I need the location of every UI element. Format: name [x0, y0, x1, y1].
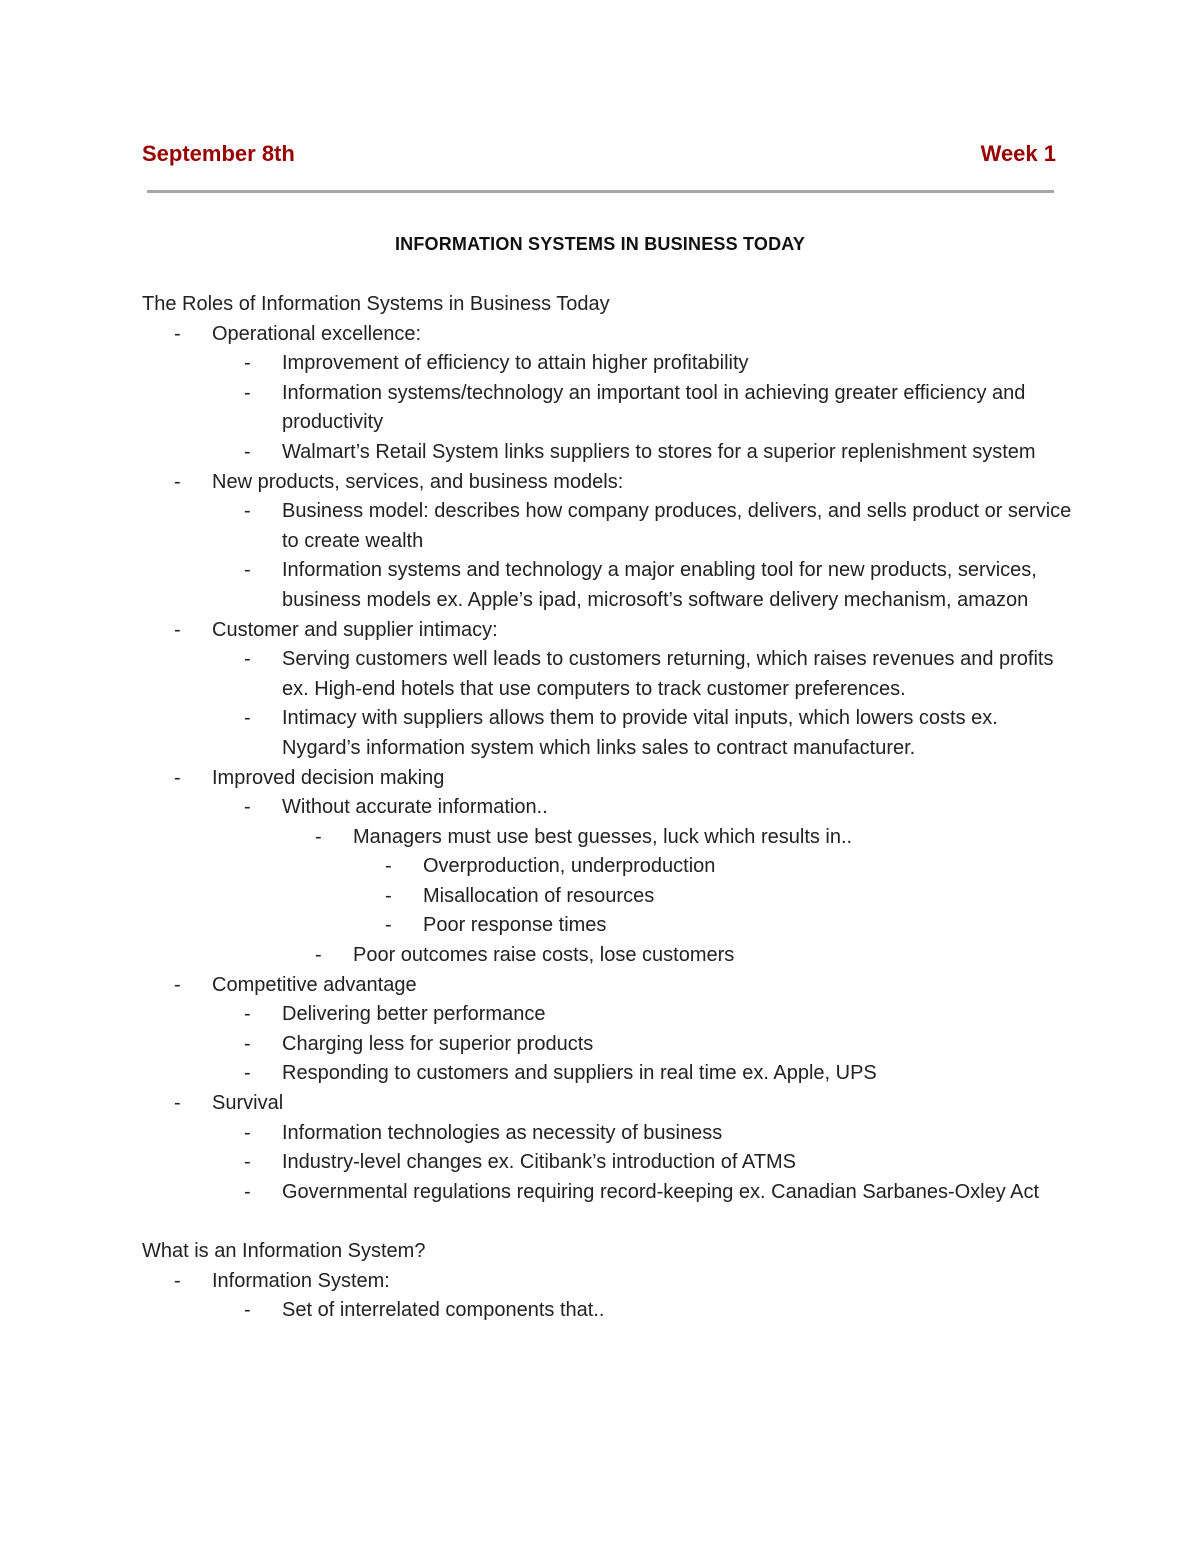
- sub-list: [142, 1296, 1072, 1326]
- section-heading-roles: The Roles of Information Systems in Business Today: [142, 293, 610, 315]
- list-item-text: Poor response times: [423, 914, 607, 937]
- document-title: INFORMATION SYSTEMS IN BUSINESS TODAY: [394, 234, 806, 254]
- list-item: [142, 911, 1072, 941]
- list-item-text: Survival: [212, 1092, 284, 1115]
- bullet-dash: -: [244, 1003, 251, 1026]
- paragraph-spacer: [142, 1207, 1072, 1237]
- page-header: [142, 141, 1056, 173]
- bullet-dash: -: [385, 884, 392, 907]
- sub-list: [142, 1119, 1072, 1208]
- bullet-dash: -: [244, 1032, 251, 1055]
- sub-list: [142, 1000, 1072, 1089]
- list-item: [142, 1178, 1072, 1208]
- list-item-text: Information System:: [212, 1269, 390, 1292]
- list-item: [142, 823, 1072, 853]
- bullet-dash: -: [244, 648, 251, 671]
- list-item-text: Improved decision making: [212, 766, 445, 789]
- list-item: [142, 497, 1072, 556]
- list-item: [142, 320, 1072, 350]
- list-item-text: Delivering better performance: [282, 1003, 546, 1026]
- list-item-text: Misallocation of resources: [423, 884, 655, 907]
- bullet-dash: -: [244, 1121, 251, 1144]
- bullet-dash: -: [244, 559, 251, 582]
- bullet-dash: -: [385, 914, 392, 937]
- bullet-dash: -: [244, 796, 251, 819]
- sub-sub-list: [142, 823, 1072, 853]
- sub-list: [142, 497, 1072, 615]
- list-item-text: Charging less for superior products: [282, 1032, 594, 1055]
- bullet-dash: -: [174, 1092, 181, 1115]
- list-item: [142, 1030, 1072, 1060]
- list-item: [142, 645, 1072, 704]
- list-item-text: Managers must use best guesses, luck which results in..: [353, 825, 853, 848]
- header-date: September 8th: [142, 141, 295, 166]
- list-item-text: Business model: describes how company produces, delivers, and sells product or service to create wealth: [282, 500, 1072, 552]
- list-item: [142, 764, 1072, 794]
- list-item-text: Industry-level changes ex. Citibank’s introduction of ATMS: [282, 1151, 796, 1174]
- list-item: [142, 793, 1072, 823]
- bullet-dash: -: [244, 1151, 251, 1174]
- roles-list: [142, 1089, 1072, 1119]
- list-item: [142, 1267, 1072, 1297]
- sub-list: [142, 349, 1072, 467]
- bullet-dash: -: [174, 973, 181, 996]
- bullet-dash: -: [174, 322, 181, 345]
- sub-list: [142, 645, 1072, 763]
- list-item: [142, 468, 1072, 498]
- header-week: Week 1: [980, 141, 1056, 166]
- list-item: [142, 438, 1072, 468]
- list-item-text: Overproduction, underproduction: [423, 855, 716, 878]
- bullet-dash: -: [385, 855, 392, 878]
- list-item-text: Improvement of efficiency to attain higher profitability: [282, 352, 749, 375]
- list-item: [142, 704, 1072, 763]
- list-item: [142, 349, 1072, 379]
- list-item-text: Governmental regulations requiring record-keeping ex. Canadian Sarbanes-Oxley Act: [282, 1180, 1040, 1203]
- bullet-dash: -: [244, 1299, 251, 1322]
- bullet-dash: -: [315, 944, 322, 967]
- header-divider: [147, 190, 1054, 193]
- list-item-text: Competitive advantage: [212, 973, 417, 996]
- list-item: [142, 379, 1072, 438]
- list-item-text: Responding to customers and suppliers in real time ex. Apple, UPS: [282, 1062, 877, 1085]
- sub-sub-list: [142, 941, 1072, 971]
- list-item: [142, 882, 1072, 912]
- list-item: [142, 556, 1072, 615]
- list-item-text: New products, services, and business models:: [212, 470, 624, 493]
- list-item: [142, 616, 1072, 646]
- list-item: [142, 941, 1072, 971]
- bullet-dash: -: [244, 381, 251, 404]
- list-item-text: Intimacy with suppliers allows them to provide vital inputs, which lowers costs ex. Nygard’s information system which links sales to contract manufacturer.: [282, 707, 998, 759]
- list-item-text: Poor outcomes raise costs, lose customers: [353, 944, 735, 967]
- sub-list: [142, 793, 1072, 823]
- bullet-dash: -: [315, 825, 322, 848]
- list-item-text: Operational excellence:: [212, 322, 422, 345]
- list-item-text: Customer and supplier intimacy:: [212, 618, 498, 641]
- list-item: [142, 852, 1072, 882]
- roles-list: [142, 764, 1072, 794]
- section-heading-what-is: What is an Information System?: [142, 1240, 426, 1262]
- list-item-text: Information technologies as necessity of business: [282, 1121, 723, 1144]
- list-item-text: Walmart’s Retail System links suppliers to stores for a superior replenishment system: [282, 440, 1036, 463]
- roles-list: [142, 616, 1072, 646]
- roles-list: [142, 971, 1072, 1001]
- bullet-dash: -: [244, 440, 251, 463]
- list-item: [142, 1119, 1072, 1149]
- bullet-dash: -: [174, 470, 181, 493]
- list-item-text: Information systems and technology a major enabling tool for new products, services, business models ex. Apple’s ipad, microsoft’s software delivery mechanism, amazon: [282, 559, 1037, 611]
- list-item-text: Set of interrelated components that..: [282, 1299, 605, 1322]
- bullet-dash: -: [174, 766, 181, 789]
- bullet-dash: -: [244, 352, 251, 375]
- list-item-text: Serving customers well leads to customers returning, which raises revenues and profits ex. High-end hotels that use computers to track customer preferences.: [282, 648, 1054, 700]
- list-item: [142, 971, 1072, 1001]
- list-item-text: Without accurate information..: [282, 796, 548, 819]
- bullet-dash: -: [174, 618, 181, 641]
- sub-sub-sub-list: [142, 852, 1072, 941]
- what-is-list: [142, 1267, 1072, 1297]
- list-item: [142, 1059, 1072, 1089]
- bullet-dash: -: [174, 1269, 181, 1292]
- list-item: [142, 1000, 1072, 1030]
- document-body: [142, 290, 1072, 1326]
- bullet-dash: -: [244, 1062, 251, 1085]
- roles-list: [142, 320, 1072, 350]
- list-item-text: Information systems/technology an important tool in achieving greater efficiency and productivity: [282, 381, 1026, 434]
- bullet-dash: -: [244, 500, 251, 523]
- bullet-dash: -: [244, 707, 251, 730]
- list-item: [142, 1089, 1072, 1119]
- list-item: [142, 1148, 1072, 1178]
- roles-list: [142, 468, 1072, 498]
- bullet-dash: -: [244, 1180, 251, 1203]
- list-item: [142, 1296, 1072, 1326]
